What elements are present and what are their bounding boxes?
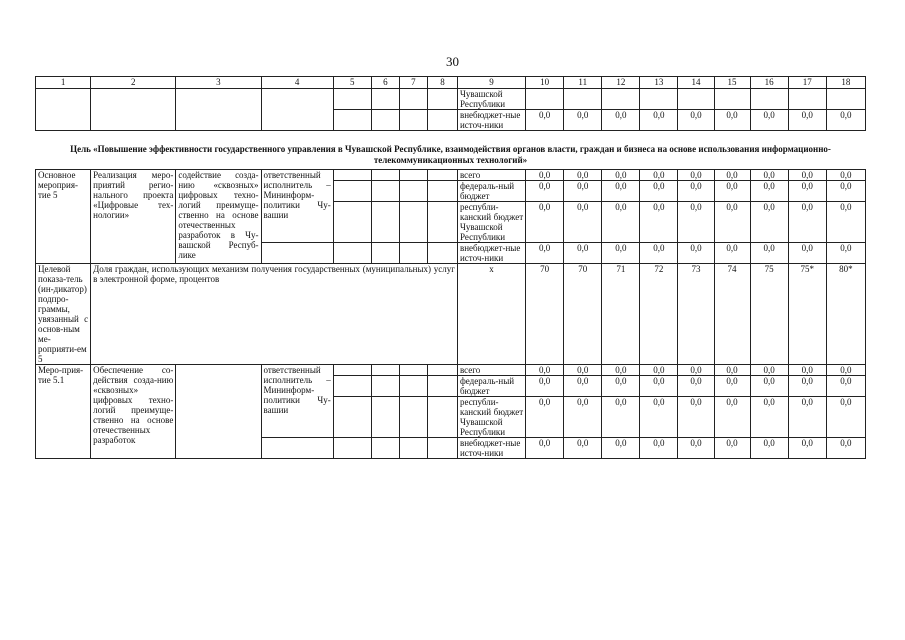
measure-5-1-row-3-empty-col-5 [333,397,371,438]
measure-5-row-3-value-col-14: 0,0 [678,202,714,243]
measure-5-1-row-3-value-col-10: 0,0 [526,397,564,438]
measure-5-row-2-empty-col-6 [371,181,399,202]
measure-5-executor-empty [261,243,333,264]
measure-5-1-row-1-value-col-12: 0,0 [602,365,640,376]
measure-5-row-1-funding-source: всего [457,170,525,181]
measure-5-1-row-3-empty-col-6 [371,397,399,438]
measure-5-row-2-value-col-13: 0,0 [640,181,678,202]
measure-5-row-4-empty-col-8 [427,243,457,264]
measure-5-1-row-1-value-col-14: 0,0 [678,365,714,376]
measure-5-1-row-2-value-col-18: 0,0 [826,376,865,397]
column-number-7: 7 [399,77,427,89]
measure-5-1-row-4-value-col-16: 0,0 [750,438,788,459]
measure-5-1-row-1-funding-source: всего [457,365,525,376]
indicator-col-9: х [457,264,525,365]
measure-5-row-1-value-col-12: 0,0 [602,170,640,181]
column-number-15: 15 [714,77,750,89]
measure-5-1-row-4-value-col-14: 0,0 [678,438,714,459]
measure-5-row-2-empty-col-5 [333,181,371,202]
column-number-6: 6 [371,77,399,89]
measure-5-row-3-value-col-18: 0,0 [826,202,865,243]
measure-5-1-row-3-value-col-11: 0,0 [564,397,602,438]
measure-5-row-4-empty-col-7 [399,243,427,264]
measure-5-1-row-3-value-col-14: 0,0 [678,397,714,438]
measure-5-1-row-4-empty-col-5 [333,438,371,459]
measure-5-row-4-empty-col-6 [371,243,399,264]
column-number-1: 1 [36,77,91,89]
indicator-value-col-13: 72 [640,264,678,365]
top-row-2-value-col-18: 0,0 [826,110,865,131]
column-number-2: 2 [91,77,176,89]
program-table [35,76,866,459]
column-number-13: 13 [640,77,678,89]
goal-heading: Цель «Повышение эффективности государственного управления в Чувашской Республике, взаимодействия органов власти, граждан и бизнеса на основе использования информационно-телекоммуникационных технологий» [36,131,866,170]
measure-5-row-3-value-col-13: 0,0 [640,202,678,243]
measure-5-1-row-1-empty-col-8 [427,365,457,376]
measure-5-row-2-funding-source: федераль-ный бюджет [457,181,525,202]
measure-5-description: Реализация меро-приятий регио-нального проекта «Цифровые тех-нологии» [91,170,176,264]
measure-5-row-1-value-col-13: 0,0 [640,170,678,181]
measure-5-1-description: Обеспечение со-действия созда-нию «сквозных» цифровых техно-логий преимуще-ственно на основе отечественных разработок [91,365,176,459]
measure-5-1-row-3-value-col-16: 0,0 [750,397,788,438]
measure-5-1-row-3-empty-col-8 [427,397,457,438]
measure-5-row-2-value-col-18: 0,0 [826,181,865,202]
measure-5-row-4-value-col-16: 0,0 [750,243,788,264]
measure-5-row-4-value-col-13: 0,0 [640,243,678,264]
measure-5-1-row-4-value-col-10: 0,0 [526,438,564,459]
measure-5-1-row-2-empty-col-5 [333,376,371,397]
measure-5-task: содействие созда-нию «сквозных» цифровых техно-логий преимуще-ственно на основе отечественных разработок в Чу-вашской Респуб-лике [176,170,261,264]
measure-5-row-4-funding-source: внебюджет-ные источ-ники [457,243,525,264]
measure-5-row-3-empty-col-7 [399,202,427,243]
measure-5-1-row-3-funding-source: республи-канский бюджет Чувашской Республики [457,397,525,438]
column-number-5: 5 [333,77,371,89]
top-row-1-value-col-11 [564,89,602,110]
top-row-2-empty-col-6 [371,110,399,131]
top-row-1-empty-col-6 [371,89,399,110]
column-number-3: 3 [176,77,261,89]
measure-5-1-row-4-value-col-11: 0,0 [564,438,602,459]
measure-5-1-row-4-funding-source: внебюджет-ные источ-ники [457,438,525,459]
measure-5-row-1-empty-col-8 [427,170,457,181]
measure-5-row-2-value-col-16: 0,0 [750,181,788,202]
measure-5-1-row-3-empty-col-7 [399,397,427,438]
top-row-1-value-col-18 [826,89,865,110]
measure-5-1-executor-empty [261,438,333,459]
measure-5-row-1-value-col-18: 0,0 [826,170,865,181]
measure-5-1-row-1-value-col-18: 0,0 [826,365,865,376]
measure-5-row-1-value-col-11: 0,0 [564,170,602,181]
measure-5-executor: ответственный исполнитель – Мининформ-политики Чу-вашии [261,170,333,243]
measure-5-1-row-1-empty-col-6 [371,365,399,376]
measure-5-1-row-4-value-col-12: 0,0 [602,438,640,459]
measure-5-1-row-2-funding-source: федераль-ный бюджет [457,376,525,397]
top-row-1-empty-col-7 [399,89,427,110]
measure-5-row-4-value-col-18: 0,0 [826,243,865,264]
measure-5-row-4-value-col-12: 0,0 [602,243,640,264]
column-number-9: 9 [457,77,525,89]
measure-5-row-2-value-col-15: 0,0 [714,181,750,202]
indicator-value-col-11: 70 [564,264,602,365]
measure-5-row-4-value-col-11: 0,0 [564,243,602,264]
indicator-value-col-14: 73 [678,264,714,365]
measure-5-row-4-value-col-10: 0,0 [526,243,564,264]
column-number-11: 11 [564,77,602,89]
measure-5-1-row-4-value-col-15: 0,0 [714,438,750,459]
indicator-value-col-15: 74 [714,264,750,365]
measure-5-1-row-2-value-col-14: 0,0 [678,376,714,397]
measure-5-1-row-3-value-col-18: 0,0 [826,397,865,438]
top-row-2-funding-source: внебюджет-ные источ-ники [457,110,525,131]
measure-5-row-1-value-col-14: 0,0 [678,170,714,181]
indicator-description: Доля граждан, использующих механизм получения государственных (муниципальных) услуг в электронной форме, процентов [91,264,458,365]
indicator-name: Целевой показа-тель (ин-дикатор) подпро-граммы, увязанный с основ-ным ме-роприяти-ем 5 [36,264,91,365]
measure-5-1-row-4-empty-col-6 [371,438,399,459]
top-row-2-value-col-11: 0,0 [564,110,602,131]
measure-5-row-2-value-col-10: 0,0 [526,181,564,202]
measure-5-row-2-empty-col-7 [399,181,427,202]
measure-5-row-1-empty-col-7 [399,170,427,181]
measure-5-row-3-value-col-17: 0,0 [788,202,826,243]
column-number-18: 18 [826,77,865,89]
top-row-2-value-col-10: 0,0 [526,110,564,131]
measure-5-1-row-4-empty-col-7 [399,438,427,459]
measure-5-row-2-value-col-14: 0,0 [678,181,714,202]
measure-5-row-1-value-col-17: 0,0 [788,170,826,181]
measure-5-row-1-empty-col-5 [333,170,371,181]
measure-5-row-3-value-col-10: 0,0 [526,202,564,243]
measure-5-1-task [176,365,261,459]
measure-5-row-3-empty-col-6 [371,202,399,243]
measure-5-1-row-2-empty-col-7 [399,376,427,397]
measure-5-measure-name: Основное мероприя-тие 5 [36,170,91,264]
measure-5-1-row-4-value-col-18: 0,0 [826,438,865,459]
column-number-10: 10 [526,77,564,89]
measure-5-1-row-2-value-col-10: 0,0 [526,376,564,397]
measure-5-1-row-2-empty-col-8 [427,376,457,397]
measure-5-1-row-2-value-col-15: 0,0 [714,376,750,397]
measure-5-row-1-value-col-15: 0,0 [714,170,750,181]
measure-5-1-row-3-value-col-15: 0,0 [714,397,750,438]
measure-5-1-row-3-value-col-13: 0,0 [640,397,678,438]
indicator-value-col-17: 75* [788,264,826,365]
measure-5-1-row-4-value-col-13: 0,0 [640,438,678,459]
measure-5-1-executor: ответственный исполнитель – Мининформ-политики Чу-вашии [261,365,333,438]
measure-5-1-row-1-value-col-17: 0,0 [788,365,826,376]
column-number-8: 8 [427,77,457,89]
measure-5-row-1-value-col-16: 0,0 [750,170,788,181]
top-row-1-value-col-14 [678,89,714,110]
top-row-1-empty-col-8 [427,89,457,110]
column-number-12: 12 [602,77,640,89]
indicator-value-col-18: 80* [826,264,865,365]
top-row-2-empty-col-7 [399,110,427,131]
measure-5-row-3-funding-source: республи-канский бюджет Чувашской Республики [457,202,525,243]
top-row-2-empty-col-8 [427,110,457,131]
measure-5-1-row-1-value-col-10: 0,0 [526,365,564,376]
measure-5-1-row-2-empty-col-6 [371,376,399,397]
top-row-1-value-col-13 [640,89,678,110]
measure-5-1-row-2-value-col-11: 0,0 [564,376,602,397]
measure-5-row-4-value-col-15: 0,0 [714,243,750,264]
measure-5-1-row-1-value-col-15: 0,0 [714,365,750,376]
column-number-row [36,77,866,89]
measure-5-row-3-empty-col-5 [333,202,371,243]
measure-5-row-2-value-col-11: 0,0 [564,181,602,202]
measure-5-row-3-value-col-16: 0,0 [750,202,788,243]
measure-5-1-row-2-value-col-16: 0,0 [750,376,788,397]
top-row-2-value-col-12: 0,0 [602,110,640,131]
top-row-1-value-col-16 [750,89,788,110]
measure-5-row-2-value-col-12: 0,0 [602,181,640,202]
measure-5-row-3-empty-col-8 [427,202,457,243]
measure-5-row-1-empty-col-6 [371,170,399,181]
indicator-value-col-16: 75 [750,264,788,365]
measure-5-1-row-1-value-col-13: 0,0 [640,365,678,376]
column-number-14: 14 [678,77,714,89]
measure-5-1-row-4-empty-col-8 [427,438,457,459]
measure-5-1-row-3-value-col-17: 0,0 [788,397,826,438]
measure-5-row-4-value-col-17: 0,0 [788,243,826,264]
page-number: 30 [446,54,459,69]
top-row-1-value-col-15 [714,89,750,110]
measure-5-1-row-1-value-col-16: 0,0 [750,365,788,376]
measure-5-1-row-2-value-col-12: 0,0 [602,376,640,397]
measure-5-row-3-value-col-11: 0,0 [564,202,602,243]
top-row-2-value-col-17: 0,0 [788,110,826,131]
column-number-17: 17 [788,77,826,89]
measure-5-row-4-empty-col-5 [333,243,371,264]
column-number-16: 16 [750,77,788,89]
measure-5-row-1-value-col-10: 0,0 [526,170,564,181]
measure-5-1-row-1-empty-col-5 [333,365,371,376]
measure-5-1-row-3-value-col-12: 0,0 [602,397,640,438]
measure-5-1-row-4-value-col-17: 0,0 [788,438,826,459]
indicator-value-col-10: 70 [526,264,564,365]
top-row-1-value-col-10 [526,89,564,110]
indicator-value-col-12: 71 [602,264,640,365]
measure-5-1-measure-name: Меро-прия-тие 5.1 [36,365,91,459]
top-row-2-value-col-16: 0,0 [750,110,788,131]
top-row-1-empty-col-5 [333,89,371,110]
top-row-1-funding-source: Чувашской Республики [457,89,525,110]
top-row-2-value-col-13: 0,0 [640,110,678,131]
cont-col-3 [176,89,261,131]
top-row-2-value-col-14: 0,0 [678,110,714,131]
measure-5-row-2-empty-col-8 [427,181,457,202]
top-row-1-value-col-12 [602,89,640,110]
measure-5-1-row-1-empty-col-7 [399,365,427,376]
cont-col-2 [91,89,176,131]
top-row-2-value-col-15: 0,0 [714,110,750,131]
column-number-4: 4 [261,77,333,89]
measure-5-row-3-value-col-12: 0,0 [602,202,640,243]
measure-5-row-3-value-col-15: 0,0 [714,202,750,243]
measure-5-1-row-2-value-col-17: 0,0 [788,376,826,397]
cont-col-1 [36,89,91,131]
top-row-1-value-col-17 [788,89,826,110]
cont-col-4 [261,89,333,131]
measure-5-row-2-value-col-17: 0,0 [788,181,826,202]
top-row-2-empty-col-5 [333,110,371,131]
measure-5-1-row-2-value-col-13: 0,0 [640,376,678,397]
measure-5-row-4-value-col-14: 0,0 [678,243,714,264]
measure-5-1-row-1-value-col-11: 0,0 [564,365,602,376]
